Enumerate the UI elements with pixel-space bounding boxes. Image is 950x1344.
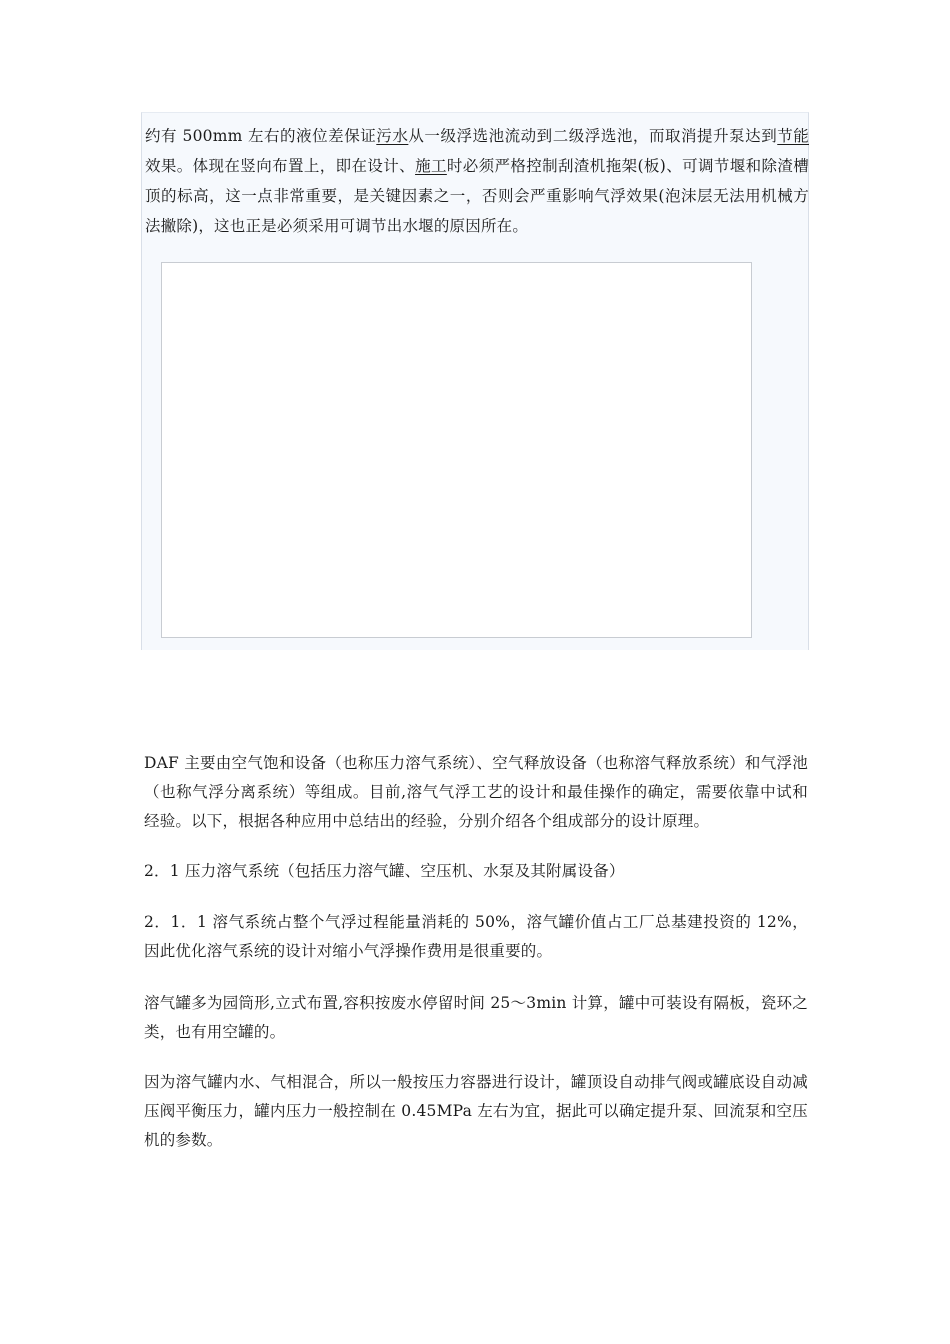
excerpt-text-3: 效果。体现在竖向布置上，即在设计、 xyxy=(145,157,416,175)
excerpt-text-1: 约有 500mm 左右的液位差保证 xyxy=(145,127,377,145)
excerpt-text-4: 时必须严格控制刮渣机拖架(板)、可调节堰和除渣槽顶的标高，这一点非常重要，是关键因素之一，否则会严重影响气浮效果(泡沫层无法用机械方法撇除)，这也正是必须采用可调节出水堰的原因所在。 xyxy=(145,157,810,235)
quoted-excerpt-box xyxy=(141,112,809,650)
link-energy-saving[interactable]: 节能 xyxy=(777,127,809,145)
link-wastewater[interactable]: 污水 xyxy=(376,127,409,145)
section-heading-2-1: 2．1 压力溶气系统（包括压力溶气罐、空压机、水泵及其附属设备） xyxy=(144,862,625,880)
embedded-image-placeholder xyxy=(161,262,752,638)
link-construction[interactable]: 施工 xyxy=(415,157,447,175)
excerpt-text-2: 从一级浮选池流动到二级浮选池，而取消提升泵达到 xyxy=(408,127,778,145)
paragraph-daf-overview: DAF 主要由空气饱和设备（也称压力溶气系统）、空气释放设备（也称溶气释放系统）和气浮池（也称气浮分离系统）等组成。目前,溶气气浮工艺的设计和最佳操作的确定，需要依靠中试和经验。以下，根据各种应用中总结出的经验，分别介绍各个组成部分的设计原理。 xyxy=(144,754,808,830)
paragraph-2-1-1: 2．1．1 溶气系统占整个气浮过程能量消耗的 50%，溶气罐价值占工厂总基建投资的 12%，因此优化溶气系统的设计对缩小气浮操作费用是很重要的。 xyxy=(144,913,808,960)
paragraph-tank-shape: 溶气罐多为园筒形,立式布置,容积按废水停留时间 25～3min 计算，罐中可装设有隔板，瓷环之类，也有用空罐的。 xyxy=(144,994,808,1041)
paragraph-tank-pressure: 因为溶气罐内水、气相混合，所以一般按压力容器进行设计，罐顶设自动排气阀或罐底设自动减压阀平衡压力，罐内压力一般控制在 0.45MPa 左右为宜，据此可以确定提升泵、回流泵和空压机的参数。 xyxy=(144,1073,808,1149)
excerpt-paragraph xyxy=(145,121,809,241)
